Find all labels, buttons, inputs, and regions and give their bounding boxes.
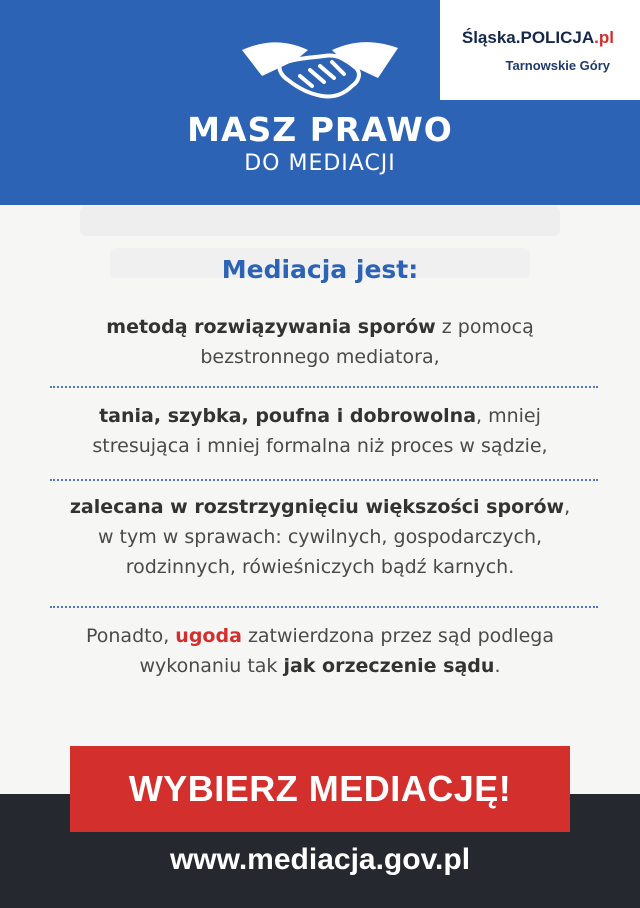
item-properties-line2: stresująca i mniej formalna niż proces w sądzie, — [92, 435, 548, 457]
item-recommended — [20, 492, 620, 582]
dotted-divider — [50, 479, 598, 481]
website-url: www.mediacja.gov.pl — [169, 843, 471, 876]
item-recommended-line3: rodzinnych, rówieśniczych bądź karnych. — [125, 556, 515, 578]
choose-mediation-banner: WYBIERZ MEDIACJĘ! — [70, 746, 570, 832]
item-properties-rest: , mniej — [476, 405, 541, 427]
item-recommended-line2: w tym w sprawach: cywilnych, gospodarczych, — [97, 526, 543, 548]
item-recommended-bold: zalecana w rozstrzygnięciu większości sporów — [69, 496, 565, 518]
item-settlement-highlight: ugoda — [175, 625, 242, 647]
item-settlement-line2-pre: wykonaniu tak — [139, 655, 284, 677]
item-properties-bold: tania, szybka, poufna i dobrowolna — [99, 405, 477, 427]
item-settlement-line2-post: . — [494, 655, 501, 677]
item-method-bold: metodą rozwiązywania sporów — [106, 316, 436, 338]
title-line-1: MASZ PRAWO — [187, 110, 453, 149]
title-line-2: DO MEDIACJI — [244, 151, 396, 176]
handshake-icon — [240, 36, 400, 102]
badge-brand — [462, 28, 614, 48]
item-settlement-pre: Ponadto, — [85, 625, 176, 647]
item-properties — [20, 401, 620, 461]
item-method-line2: bezstronnego mediatora, — [200, 346, 440, 368]
badge-brand-suffix: .pl — [594, 28, 614, 47]
item-settlement-line2-bold: jak orzeczenie sądu — [283, 655, 495, 677]
item-recommended-rest: , — [564, 496, 571, 518]
dotted-divider — [50, 386, 598, 388]
item-method — [20, 312, 620, 372]
badge-city: Tarnowskie Góry — [505, 58, 610, 73]
lead-heading: Mediacja jest: — [221, 255, 419, 284]
police-badge — [440, 0, 640, 100]
item-settlement-post: zatwierdzona przez sąd podlega — [241, 625, 554, 647]
badge-brand-main: Śląska.POLICJA — [461, 28, 595, 47]
item-settlement — [20, 621, 620, 681]
dotted-divider — [50, 606, 598, 608]
item-method-rest: z pomocą — [435, 316, 534, 338]
